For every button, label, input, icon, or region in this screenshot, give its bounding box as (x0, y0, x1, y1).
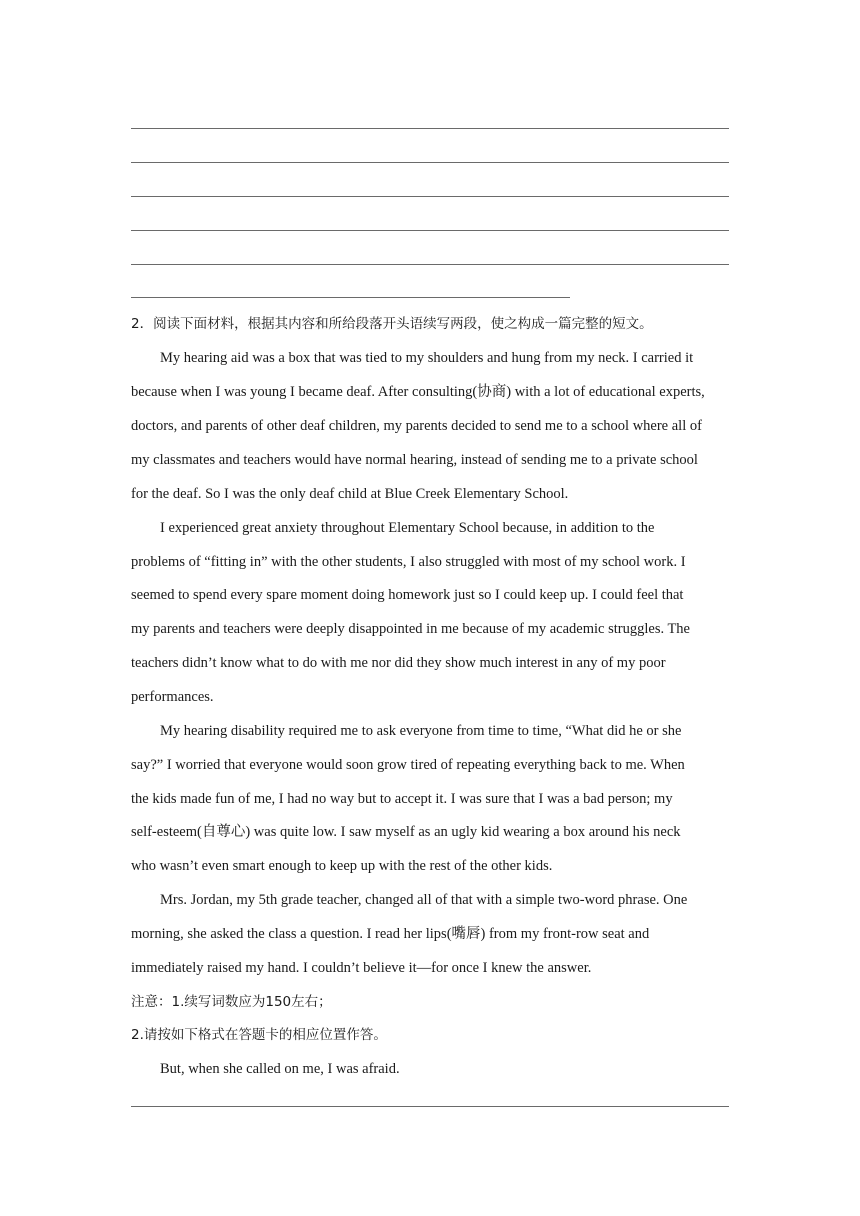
answer-line (131, 128, 729, 129)
passage-line: My hearing disability required me to ask everyone from time to time, “What did he or she (160, 723, 682, 739)
answer-line (131, 1106, 729, 1107)
passage-line: who wasn’t even smart enough to keep up with the rest of the other kids. (131, 858, 553, 874)
passage-line: self-esteem(自尊心) was quite low. I saw myself as an ugly kid wearing a box around his neck (131, 824, 681, 840)
passage-line: because when I was young I became deaf. After consulting(协商) with a lot of educational experts, (131, 384, 705, 400)
answer-line (131, 196, 729, 197)
answer-line (131, 264, 729, 265)
passage-line: the kids made fun of me, I had no way but to accept it. I was sure that I was a bad person; my (131, 791, 673, 807)
passage-line: say?” I worried that everyone would soon grow tired of repeating everything back to me. When (131, 757, 685, 773)
note-line: 注意：1.续写词数应为150左右； (131, 994, 332, 1010)
passage-line: Mrs. Jordan, my 5th grade teacher, changed all of that with a simple two-word phrase. One (160, 892, 688, 908)
passage-line: doctors, and parents of other deaf children, my parents decided to send me to a school where all of (131, 418, 702, 434)
passage-line: teachers didn’t know what to do with me nor did they show much interest in any of my poor (131, 655, 666, 671)
passage-line: for the deaf. So I was the only deaf child at Blue Creek Elementary School. (131, 486, 569, 502)
question-heading: 2．阅读下面材料，根据其内容和所给段落开头语续写两段，使之构成一篇完整的短文。 (131, 316, 653, 332)
passage-line: my parents and teachers were deeply disappointed in me because of my academic struggles. The (131, 621, 690, 637)
answer-line (131, 297, 570, 298)
continuation-opening: But, when she called on me, I was afraid. (160, 1061, 400, 1077)
answer-line (131, 230, 729, 231)
passage-line: problems of “fitting in” with the other students, I also struggled with most of my school work. I (131, 554, 686, 570)
passage-line: I experienced great anxiety throughout Elementary School because, in addition to the (160, 520, 655, 536)
passage-line: My hearing aid was a box that was tied to my shoulders and hung from my neck. I carried it (160, 350, 694, 366)
passage-line: immediately raised my hand. I couldn’t believe it—for once I knew the answer. (131, 960, 592, 976)
passage-line: my classmates and teachers would have normal hearing, instead of sending me to a private school (131, 452, 698, 468)
note-line: 2.请按如下格式在答题卡的相应位置作答。 (131, 1027, 387, 1043)
passage-line: seemed to spend every spare moment doing homework just so I could keep up. I could feel that (131, 587, 684, 603)
passage-line: morning, she asked the class a question. I read her lips(嘴唇) from my front-row seat and (131, 926, 650, 942)
answer-line (131, 162, 729, 163)
passage-line: performances. (131, 689, 214, 705)
